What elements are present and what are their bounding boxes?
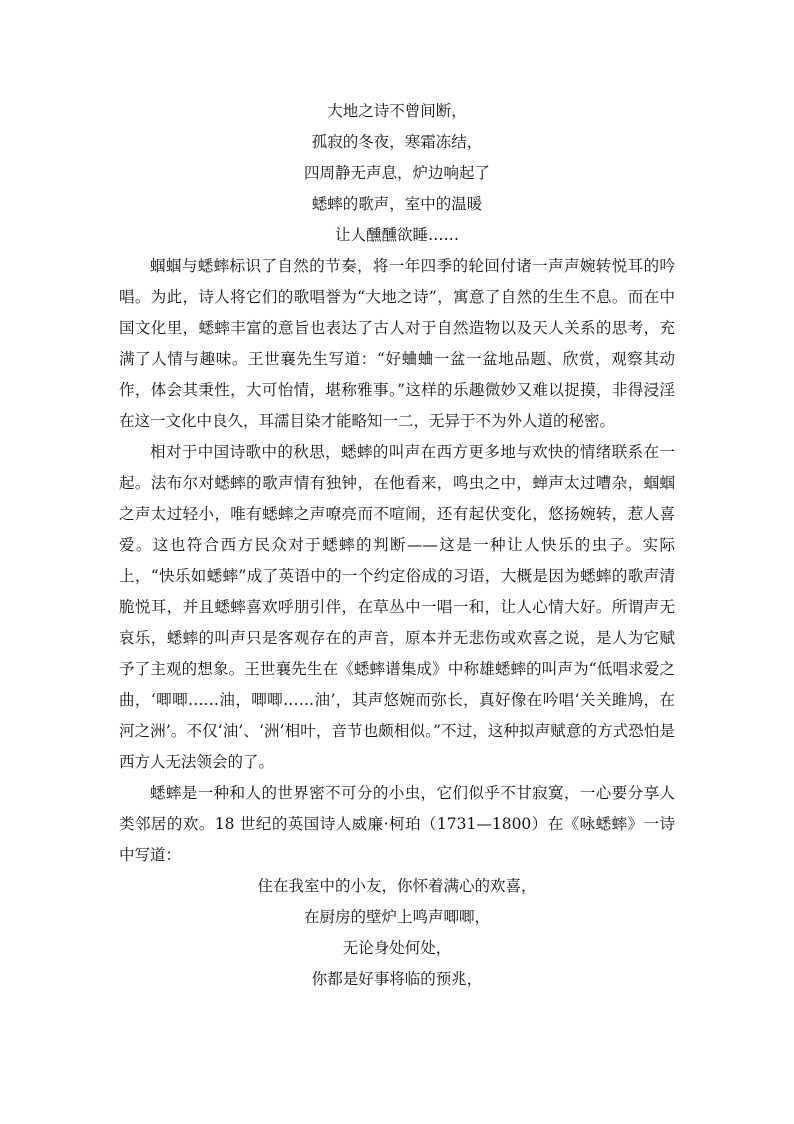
- poem-line: 你都是好事将临的预兆，: [311, 970, 483, 988]
- document-page: [119, 96, 675, 995]
- poem-line: 四周静无声息，炉边响起了: [303, 164, 490, 182]
- poem-line: 蟋蟀的歌声，室中的温暖: [311, 195, 483, 213]
- cowper-poem-excerpt: [119, 871, 675, 995]
- poem-line: 孤寂的冬夜，寒霜冻结，: [311, 133, 483, 151]
- poem-line: 让人醺醺欲睡……: [334, 226, 459, 244]
- opening-poem: [119, 96, 675, 251]
- body-paragraph: 相对于中国诗歌中的秋思，蟋蟀的叫声在西方更多地与欢快的情绪联系在一起。法布尔对蟋蟀的歌声情有独钟，在他看来，鸣虫之中，蝉声太过嘈杂，蝈蝈之声太过轻小，唯有蟋蟀之声嘹亮而不喧闹，还有起伏变化，悠扬婉转，惹人喜爱。这也符合西方民众对于蟋蟀的判断——这是一种让人快乐的虫子。实际上，“快乐如蟋蟀”成了英语中的一个约定俗成的习语，大概是因为蟋蟀的歌声清脆悦耳，并且蟋蟀喜欢呼朋引伴，在草丛中一唱一和，让人心情大好。所谓声无哀乐，蟋蟀的叫声只是客观存在的声音，原本并无悲伤或欢喜之说，是人为它赋予了主观的想象。王世襄先生在《蟋蟀谱集成》中称雄蟋蟀的叫声为“低唱求爱之曲，‘唧唧……油，唧唧……油’，其声悠婉而弥长，真好像在吟唱‘关关雎鸠，在河之洲’。不仅‘油’、‘洲’相叶，音节也颇相似。”不过，这种拟声赋意的方式恐怕是西方人无法领会的了。: [119, 443, 675, 771]
- body-paragraph: 蝈蝈与蟋蟀标识了自然的节奏，将一年四季的轮回付诸一声声婉转悦耳的吟唱。为此，诗人将它们的歌唱誉为“大地之诗”，寓意了自然的生生不息。而在中国文化里，蟋蟀丰富的意旨也表达了古人对于自然造物以及天人关系的思考，充满了人情与趣味。王世襄先生写道：“好蛐蛐一盆一盆地品题、欣赏，观察其动作，体会其秉性，大可怡情，堪称雅事。”这样的乐趣微妙又难以捉摸，非得浸淫在这一文化中良久，耳濡目染才能略知一二，无异于不为外人道的秘密。: [119, 257, 675, 430]
- poem-line: 住在我室中的小友，你怀着满心的欢喜，: [257, 877, 537, 895]
- poem-line: 无论身处何处，: [342, 939, 452, 957]
- body-paragraph: 蟋蟀是一种和人的世界密不可分的小虫，它们似乎不甘寂寞，一心要分享人类邻居的欢。18 世纪的英国诗人威廉·柯珀（1731—1800）在《咏蟋蟀》一诗中写道：: [119, 784, 675, 864]
- poem-line: 大地之诗不曾间断，: [327, 102, 467, 120]
- poem-line: 在厨房的壁炉上鸣声唧唧，: [303, 908, 490, 926]
